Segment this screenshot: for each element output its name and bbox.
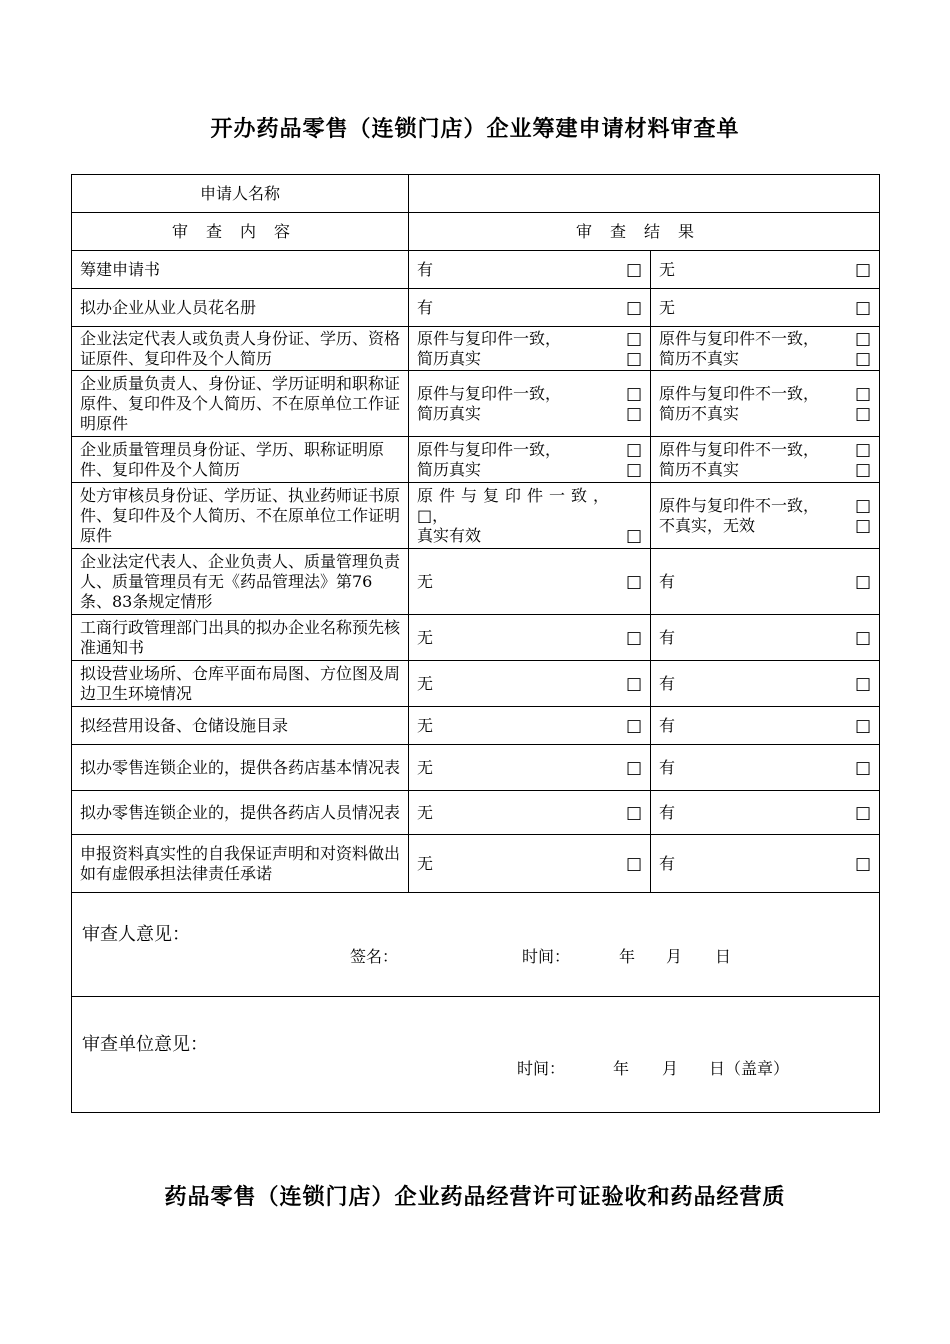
checkbox[interactable]: □ [625,403,642,424]
checkbox[interactable]: □ [625,673,642,694]
result-option-pass [409,371,651,437]
applicant-row [72,175,880,213]
result-option-pass [409,327,651,371]
applicant-label: 申请人名称 [72,175,409,213]
result-text: 无 [417,715,434,735]
result-text: 不真实，无效 [659,515,756,535]
result-line [659,674,871,694]
checkbox[interactable]: □ [625,525,642,546]
result-line [659,349,871,369]
result-text: 原件与复印件一致， [417,485,616,505]
result-line [659,298,871,318]
reviewer-year: 年 [619,947,636,966]
result-line [417,803,642,823]
result-line [417,404,642,424]
result-text: 简历不真实 [659,348,740,368]
review-item-label: 拟办零售连锁企业的，提供各药店人员情况表 [72,791,409,835]
result-option-fail [651,615,880,661]
result-text: 原件与复印件不一致， [659,439,820,459]
result-option-fail [651,791,880,835]
result-option-pass [409,707,651,745]
result-option-fail [651,289,880,327]
checkbox[interactable]: □ [625,757,642,778]
result-text: 原件与复印件一致， [417,439,562,459]
review-item-label: 筹建申请书 [72,251,409,289]
reviewer-opinion[interactable] [72,893,880,997]
result-option-fail [651,661,880,707]
unit-day-seal: 日（盖章） [709,1059,790,1078]
unit-opinion[interactable] [72,997,880,1113]
review-item-row [72,835,880,893]
review-item-label: 企业法定代表人或负责人身份证、学历、资格证原件、复印件及个人简历 [72,327,409,371]
result-option-fail [651,251,880,289]
result-line [659,572,871,592]
result-line [417,298,642,318]
result-line [659,854,871,874]
checkbox[interactable]: □ [854,757,871,778]
result-option-pass [409,251,651,289]
result-text: 真实有效 [417,525,482,545]
review-item-row [72,437,880,483]
review-item-row [72,745,880,791]
result-line [417,260,642,280]
result-option-pass [409,791,651,835]
result-line [659,516,871,536]
checkbox[interactable]: □ [854,439,871,460]
checkbox[interactable]: □ [854,259,871,280]
review-item-row [72,371,880,437]
checkbox[interactable]: □ [625,259,642,280]
review-item-row [72,791,880,835]
checkbox[interactable]: □ [854,297,871,318]
result-text: 有 [659,571,676,591]
review-item-label: 申报资料真实性的自我保证声明和对资料做出如有虚假承担法律责任承诺 [72,835,409,893]
result-line [659,460,871,480]
review-item-row [72,549,880,615]
result-line [659,440,871,460]
checkbox[interactable]: □ [854,571,871,592]
checkbox[interactable]: □ [854,515,871,536]
result-line [417,486,642,506]
result-line [417,349,642,369]
checkbox[interactable]: □ [854,383,871,404]
result-line [417,758,642,778]
result-line [659,716,871,736]
result-option-pass [409,745,651,791]
review-item-row [72,483,880,549]
review-item-label: 拟办零售连锁企业的，提供各药店基本情况表 [72,745,409,791]
result-option-pass [409,289,651,327]
result-line [417,440,642,460]
result-option-pass [409,483,651,549]
checkbox[interactable]: □ [625,383,642,404]
unit-year: 年 [613,1059,630,1078]
result-option-fail [651,745,880,791]
result-option-pass [409,549,651,615]
checkbox[interactable]: □ [854,328,871,349]
result-text: 有 [659,715,676,735]
result-line [417,460,642,480]
result-line [417,674,642,694]
reviewer-time-label: 时间： [522,947,571,966]
result-option-fail [651,437,880,483]
result-text: 无 [417,673,434,693]
checkbox[interactable]: □ [625,571,642,592]
checkbox[interactable]: □ [625,348,642,369]
review-table [71,174,880,1113]
result-text: 有 [659,627,676,647]
checkbox[interactable]: □ [625,459,642,480]
result-line [417,572,642,592]
result-line [659,329,871,349]
result-line [417,716,642,736]
result-text: 原件与复印件一致， [417,328,562,348]
checkbox[interactable]: □ [625,297,642,318]
checkbox[interactable]: □ [854,627,871,648]
checkbox[interactable]: □ [625,802,642,823]
checkbox[interactable]: □ [854,403,871,424]
review-item-label: 企业质量负责人、身份证、学历证明和职称证原件、复印件及个人简历、不在原单位工作证明原件 [72,371,409,437]
result-line [417,384,642,404]
result-line [417,854,642,874]
result-option-fail [651,835,880,893]
result-option-pass [409,437,651,483]
result-text: 原件与复印件不一致， [659,383,820,403]
header-row [72,213,880,251]
result-line [417,628,642,648]
result-text: 简历真实 [417,403,482,423]
review-item-row [72,707,880,745]
checkbox[interactable]: □ [854,673,871,694]
result-text: 有 [659,853,676,873]
reviewer-sign-label: 签名： [350,947,399,966]
result-text: 有 [659,802,676,822]
result-line [659,404,871,424]
result-text: 无 [417,802,434,822]
review-item-row [72,615,880,661]
unit-opinion-row [72,997,880,1113]
header-result: 审查结果 [409,213,880,251]
result-line [659,260,871,280]
result-text: 有 [417,259,434,279]
review-item-label: 企业法定代表人、企业负责人、质量管理负责人、质量管理员有无《药品管理法》第76条、83条规定情形 [72,549,409,615]
unit-month: 月 [662,1059,679,1078]
result-text: 有 [417,297,434,317]
result-option-fail [651,327,880,371]
result-text: 无 [417,757,434,777]
checkbox[interactable]: □ [625,715,642,736]
result-option-fail [651,371,880,437]
result-text: 原件与复印件不一致， [659,495,820,515]
result-text: 简历真实 [417,459,482,479]
applicant-value[interactable] [409,175,880,213]
result-text: 原件与复印件不一致， [659,328,820,348]
result-option-fail [651,707,880,745]
header-content: 审查内容 [72,213,409,251]
result-line [659,384,871,404]
unit-opinion-label: 审查单位意见： [82,1034,208,1055]
result-text: 有 [659,757,676,777]
next-section-title: 药品零售（连锁门店）企业药品经营许可证验收和药品经营质 [164,1184,786,1210]
result-text: □， [417,505,449,525]
result-text: 无 [417,571,434,591]
reviewer-opinion-label: 审查人意见： [82,924,190,945]
page-title: 开办药品零售（连锁门店）企业筹建申请材料审查单 [210,116,740,142]
checkbox[interactable]: □ [854,459,871,480]
result-text: 简历不真实 [659,459,740,479]
checkbox[interactable]: □ [854,802,871,823]
checkbox[interactable]: □ [625,439,642,460]
result-line [417,329,642,349]
result-text: 简历真实 [417,348,482,368]
reviewer-day: 日 [715,947,732,966]
result-text: 简历不真实 [659,403,740,423]
checkbox[interactable]: □ [625,328,642,349]
result-option-fail [651,483,880,549]
checkbox[interactable]: □ [854,348,871,369]
review-item-label: 企业质量管理员身份证、学历、职称证明原件、复印件及个人简历 [72,437,409,483]
result-line [659,803,871,823]
result-text: 无 [659,297,676,317]
review-item-row [72,661,880,707]
result-line [659,758,871,778]
review-item-row [72,251,880,289]
result-text: 无 [417,627,434,647]
review-item-label: 工商行政管理部门出具的拟办企业名称预先核准通知书 [72,615,409,661]
result-option-pass [409,615,651,661]
checkbox[interactable]: □ [625,627,642,648]
review-item-row [72,327,880,371]
result-line [659,628,871,648]
result-option-fail [651,549,880,615]
review-item-label: 处方审核员身份证、学历证、执业药师证书原件、复印件及个人简历、不在原单位工作证明原件 [72,483,409,549]
checkbox[interactable]: □ [854,715,871,736]
review-item-label: 拟设营业场所、仓库平面布局图、方位图及周边卫生环境情况 [72,661,409,707]
review-item-label: 拟经营用设备、仓储设施目录 [72,707,409,745]
reviewer-month: 月 [666,947,683,966]
result-text: 有 [659,673,676,693]
result-text: 原件与复印件一致， [417,383,562,403]
reviewer-opinion-row [72,893,880,997]
unit-time-label: 时间： [517,1059,566,1078]
review-item-label: 拟办企业从业人员花名册 [72,289,409,327]
checkbox[interactable]: □ [625,853,642,874]
result-option-pass [409,835,651,893]
review-item-row [72,289,880,327]
checkbox[interactable]: □ [854,495,871,516]
result-line [417,526,642,546]
checkbox[interactable]: □ [854,853,871,874]
result-option-pass [409,661,651,707]
result-line [417,506,642,526]
result-line [659,496,871,516]
result-text: 无 [417,853,434,873]
result-text: 无 [659,259,676,279]
